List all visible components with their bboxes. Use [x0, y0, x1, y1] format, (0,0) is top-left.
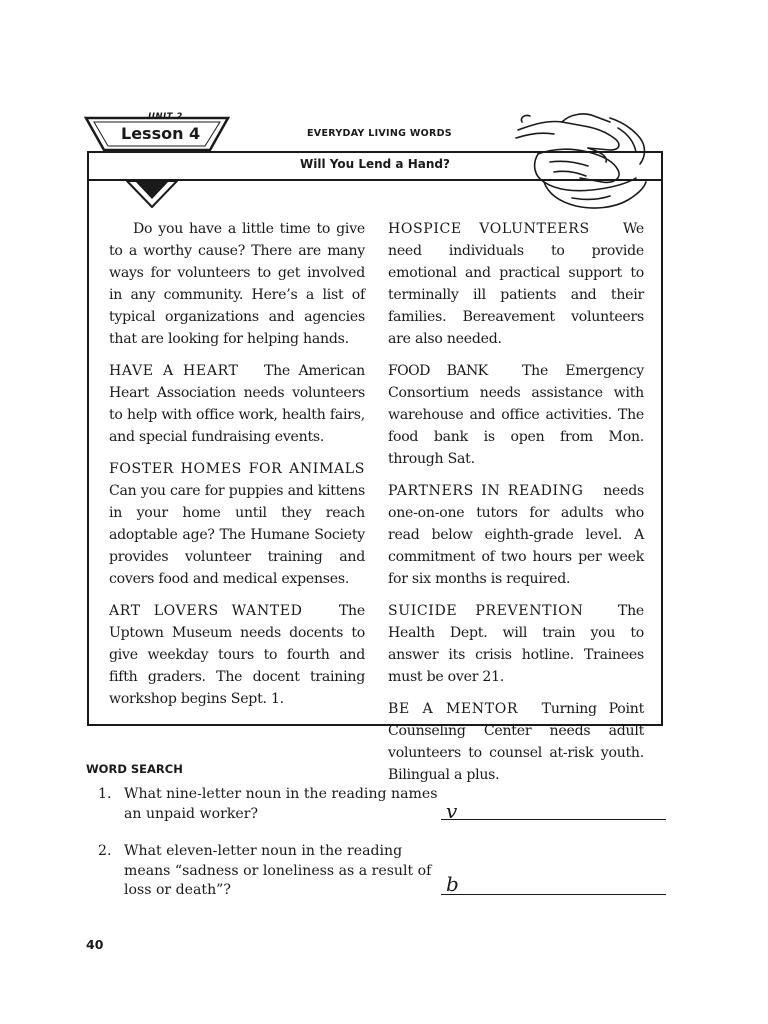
- answer-line-2[interactable]: [441, 894, 666, 895]
- question-number: 1.: [98, 786, 112, 802]
- listing-heading: BE A MENTOR: [388, 701, 519, 717]
- page-number: 40: [86, 937, 104, 952]
- listing-heading: FOSTER HOMES FOR ANIMALS: [109, 461, 365, 477]
- article-title-bar: [87, 151, 663, 181]
- listing-suicide-prevention: [388, 600, 644, 688]
- listing-heading: SUICIDE PREVENTION: [388, 603, 584, 619]
- listing-body: needs one-on-one tutors for adults who read below eighth-grade level. A commitment of two hours per week for six months is required.: [388, 483, 644, 587]
- listing-body: Can you care for puppies and kittens in your home until they reach adoptable age? The Humane Society provides volunteer training and covers food and medical expenses.: [109, 483, 365, 587]
- listing-art-lovers: [109, 600, 365, 710]
- question-2: [98, 842, 438, 901]
- banner-pointer: [126, 180, 178, 208]
- listing-have-a-heart: [109, 360, 365, 448]
- lesson-label: Lesson 4: [121, 124, 201, 143]
- listing-foster-homes: [109, 458, 365, 590]
- section-label: EVERYDAY LIVING WORDS: [307, 128, 452, 139]
- word-search-title: WORD SEARCH: [86, 762, 183, 776]
- question-number: 2.: [98, 843, 112, 859]
- listing-hospice: [388, 218, 644, 350]
- listing-body: The Emergency Consortium needs assistance with warehouse and office activities. The food bank is open from Mon. through Sat.: [388, 363, 644, 467]
- answer-line-1[interactable]: [441, 819, 666, 820]
- listing-heading: HOSPICE VOLUNTEERS: [388, 221, 590, 237]
- question-text: What eleven-letter noun in the reading means “sadness or loneliness as a result of loss or death”?: [124, 843, 432, 898]
- listing-body: Turning Point Counseling Center needs adult volunteers to counsel at-risk youth. Bilingual a plus.: [388, 701, 644, 783]
- article-column-left: [109, 218, 365, 720]
- listing-be-a-mentor: [388, 698, 644, 786]
- listing-body: The American Heart Association needs volunteers to help with office work, health fairs, and special fundraising events.: [109, 363, 365, 445]
- article-intro: Do you have a little time to give to a worthy cause? There are many ways for volunteers to get involved in any community. Here’s a list of typical organizations and agencies that are looking for helping hands.: [109, 221, 365, 347]
- listing-food-bank: [388, 360, 644, 470]
- question-1: [98, 785, 438, 824]
- answer-hint-letter: v: [446, 799, 458, 823]
- listing-heading: FOOD BANK: [388, 363, 488, 379]
- listing-body: The Health Dept. will train you to answer its crisis hotline. Trainees must be over 21.: [388, 603, 644, 685]
- listing-heading: HAVE A HEART: [109, 363, 239, 379]
- listing-heading: ART LOVERS WANTED: [109, 603, 303, 619]
- question-text: What nine-letter noun in the reading names an unpaid worker?: [124, 786, 438, 822]
- article-column-right: [388, 218, 644, 796]
- listing-body: The Uptown Museum needs docents to give weekday tours to fourth and fifth graders. The docent training workshop begins Sept. 1.: [109, 603, 365, 707]
- listing-body: We need individuals to provide emotional and practical support to terminally ill patients and their families. Bereavement volunteers are also needed.: [388, 221, 644, 347]
- listing-partners-in-reading: [388, 480, 644, 590]
- listing-heading: PARTNERS IN READING: [388, 483, 584, 499]
- answer-hint-letter: b: [446, 872, 459, 896]
- article-title: Will You Lend a Hand?: [300, 157, 450, 171]
